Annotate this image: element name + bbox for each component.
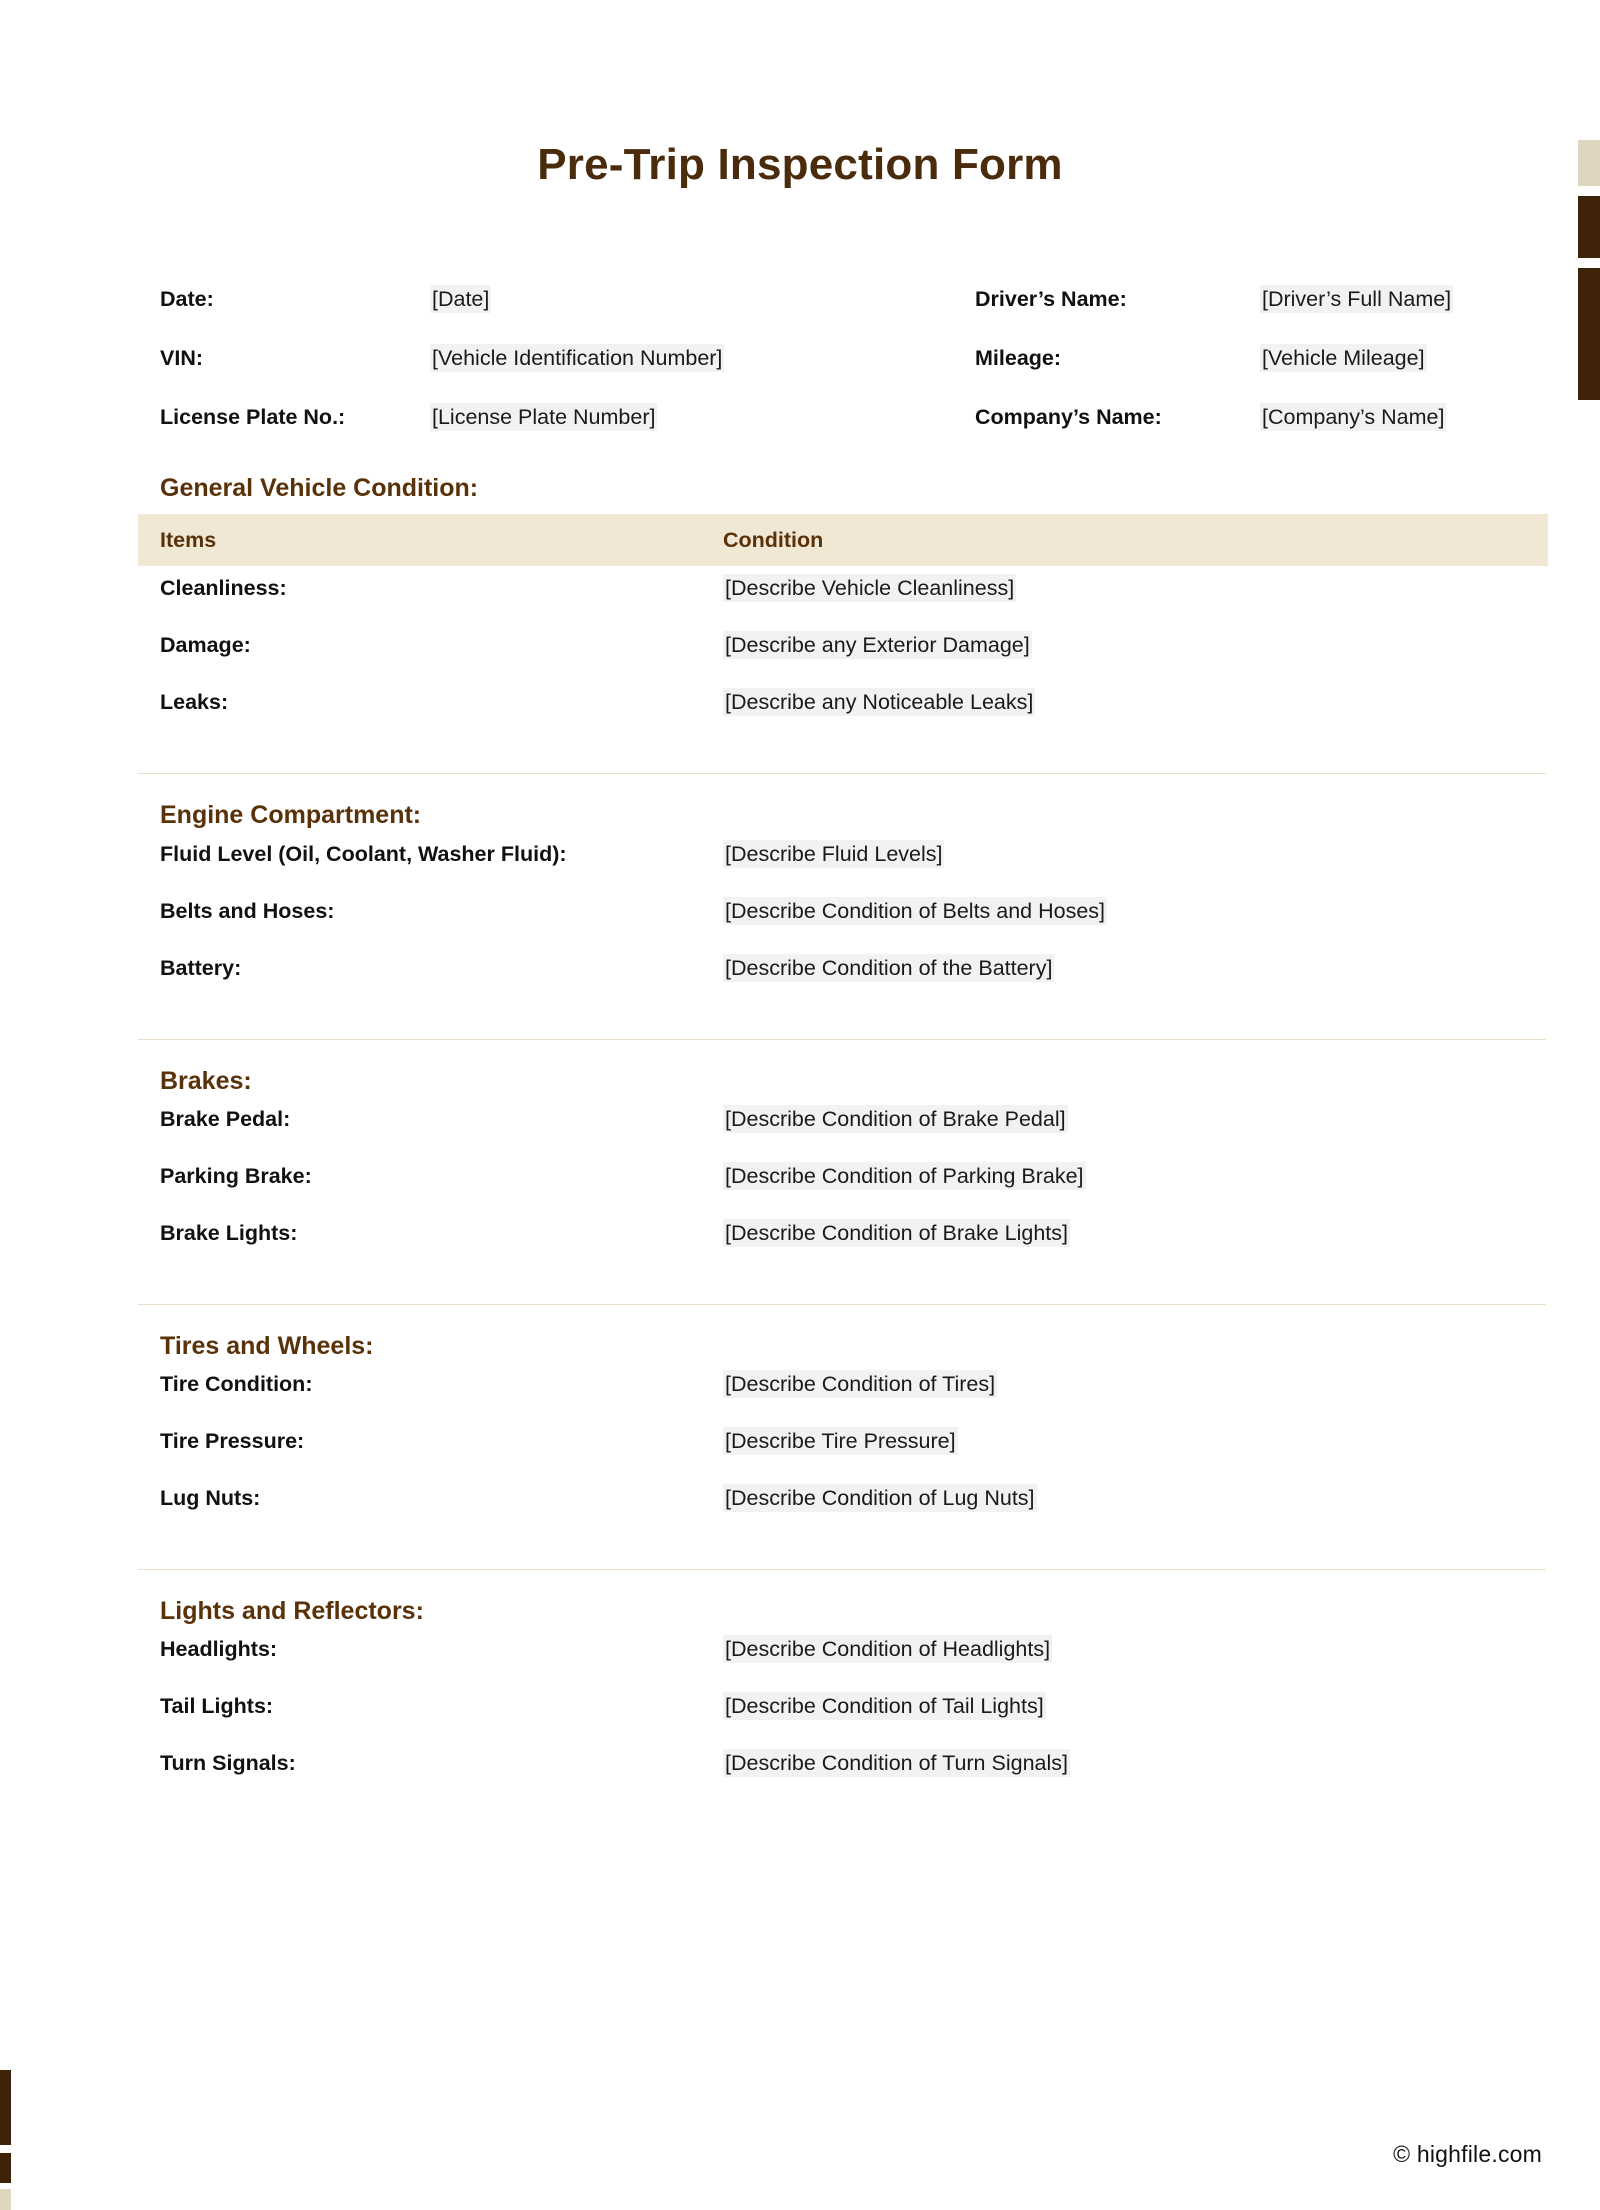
- row-value-0-2[interactable]: [Describe any Noticeable Leaks]: [725, 690, 1034, 715]
- section-heading-1: Engine Compartment:: [160, 801, 422, 830]
- field-value-right-2[interactable]: [Company’s Name]: [1262, 405, 1445, 429]
- row-value-4-2[interactable]: [Describe Condition of Turn Signals]: [725, 1751, 1068, 1776]
- table-header-row: [138, 514, 1548, 566]
- row-value-2-1[interactable]: [Describe Condition of Parking Brake]: [725, 1163, 1084, 1188]
- row-label-1-2: Battery:: [160, 955, 242, 980]
- table-row: [160, 690, 1470, 747]
- decor-bar-top-right-brown-long: [1578, 268, 1600, 400]
- row-label-3-1: Tire Pressure:: [160, 1429, 305, 1453]
- section-rows-4: [160, 1637, 1470, 1808]
- section-divider: [138, 1304, 1546, 1305]
- field-label-left-0: Date:: [160, 287, 214, 311]
- row-value-4-0[interactable]: [Describe Condition of Headlights]: [725, 1637, 1051, 1662]
- row-value-1-0[interactable]: [Describe Fluid Levels]: [725, 841, 943, 866]
- row-label-3-0: Tire Condition:: [160, 1372, 313, 1396]
- row-label-3-2: Lug Nuts:: [160, 1486, 261, 1510]
- field-value-left-2[interactable]: [License Plate Number]: [432, 405, 656, 429]
- table-row: [160, 1751, 1470, 1808]
- row-label-2-1: Parking Brake:: [160, 1163, 312, 1188]
- table-row: [160, 1221, 1470, 1278]
- decor-bar-bottom-left-brown-long: [0, 2070, 11, 2145]
- sections-container: [160, 473, 1470, 1808]
- section-heading-0: General Vehicle Condition:: [160, 474, 479, 502]
- field-value-right-0[interactable]: [Driver’s Full Name]: [1262, 287, 1452, 311]
- row-value-3-0[interactable]: [Describe Condition of Tires]: [725, 1372, 996, 1396]
- field-label-right-1: Mileage:: [975, 346, 1062, 370]
- row-label-4-1: Tail Lights:: [160, 1694, 274, 1719]
- section-rows-2: [160, 1107, 1470, 1278]
- field-label-right-2: Company’s Name:: [975, 405, 1162, 429]
- section-heading-4: Lights and Reflectors:: [160, 1597, 424, 1625]
- table-column-header-items: Items: [160, 527, 217, 552]
- table-row: [160, 842, 1470, 899]
- row-value-0-1[interactable]: [Describe any Exterior Damage]: [725, 633, 1030, 658]
- table-row: [160, 633, 1470, 690]
- table-row: [160, 1372, 1470, 1429]
- table-row: [160, 1107, 1470, 1164]
- table-row: [160, 899, 1470, 956]
- field-value-left-0[interactable]: [Date]: [432, 287, 490, 311]
- row-value-2-0[interactable]: [Describe Condition of Brake Pedal]: [725, 1106, 1066, 1131]
- document-page: [0, 140, 1600, 2210]
- row-label-2-2: Brake Lights:: [160, 1220, 298, 1245]
- section-heading-3: Tires and Wheels:: [160, 1331, 374, 1360]
- page-title: Pre-Trip Inspection Form: [537, 140, 1063, 189]
- decor-bar-top-right-cream: [1578, 140, 1600, 186]
- table-row: [160, 576, 1470, 633]
- table-row: [160, 1637, 1470, 1694]
- section-rows-3: [160, 1372, 1470, 1543]
- form-content: [75, 270, 1525, 1808]
- decor-bar-top-right-brown-short: [1578, 196, 1600, 258]
- field-value-right-1[interactable]: [Vehicle Mileage]: [1262, 346, 1425, 370]
- section-rows-1: [160, 842, 1470, 1013]
- row-value-0-0[interactable]: [Describe Vehicle Cleanliness]: [725, 576, 1015, 601]
- row-label-4-0: Headlights:: [160, 1637, 278, 1662]
- table-row: [160, 1429, 1470, 1486]
- field-label-right-0: Driver’s Name:: [975, 287, 1127, 311]
- row-label-0-1: Damage:: [160, 633, 251, 658]
- row-value-4-1[interactable]: [Describe Condition of Tail Lights]: [725, 1694, 1044, 1719]
- section-divider: [138, 1039, 1546, 1040]
- table-row: [160, 1486, 1470, 1543]
- table-row: [160, 956, 1470, 1013]
- decor-bar-bottom-left-brown-short: [0, 2153, 11, 2183]
- table-column-header-condition: Condition: [723, 527, 824, 552]
- footer-copyright: © highfile.com: [1393, 2141, 1542, 2167]
- decor-bar-bottom-left-cream: [0, 2189, 11, 2210]
- section-heading-2: Brakes:: [160, 1066, 252, 1095]
- row-value-1-1[interactable]: [Describe Condition of Belts and Hoses]: [725, 898, 1106, 923]
- section-divider: [138, 1569, 1546, 1570]
- table-row: [160, 1694, 1470, 1751]
- row-label-0-0: Cleanliness:: [160, 576, 287, 601]
- field-label-left-1: VIN:: [160, 346, 203, 370]
- row-label-1-0: Fluid Level (Oil, Coolant, Washer Fluid):: [160, 841, 567, 866]
- row-value-1-2[interactable]: [Describe Condition of the Battery]: [725, 955, 1053, 980]
- row-label-0-2: Leaks:: [160, 690, 229, 715]
- row-value-3-1[interactable]: [Describe Tire Pressure]: [725, 1429, 956, 1453]
- row-value-2-2[interactable]: [Describe Condition of Brake Lights]: [725, 1220, 1068, 1245]
- row-label-2-0: Brake Pedal:: [160, 1106, 291, 1131]
- table-row: [160, 1164, 1470, 1221]
- row-value-3-2[interactable]: [Describe Condition of Lug Nuts]: [725, 1486, 1035, 1510]
- row-label-4-2: Turn Signals:: [160, 1751, 296, 1776]
- field-value-left-1[interactable]: [Vehicle Identification Number]: [432, 346, 723, 370]
- row-label-1-1: Belts and Hoses:: [160, 898, 335, 923]
- header-fields-grid: [160, 270, 1470, 447]
- section-divider: [138, 773, 1546, 774]
- field-label-left-2: License Plate No.:: [160, 405, 346, 429]
- section-rows-0: [160, 576, 1470, 747]
